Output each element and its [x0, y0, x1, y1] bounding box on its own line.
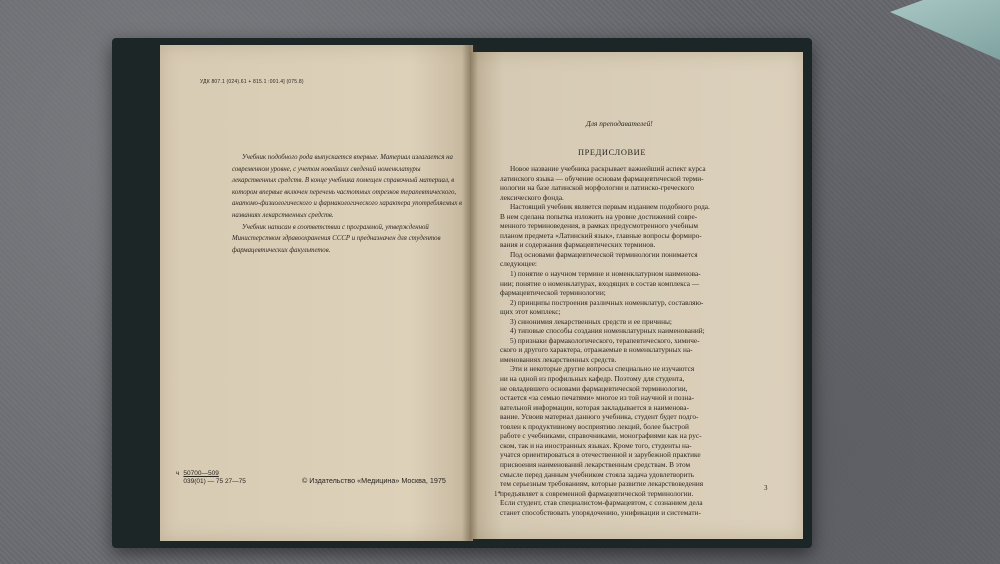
biblio-letter: ч: [176, 470, 180, 477]
preface-line: станет способствовать упорядочению, унификации и системати-: [500, 507, 701, 517]
preface-line: смысле перед данным учебником стояла задача удовлетворить: [500, 469, 694, 479]
page-heading: ПРЕДИСЛОВИЕ: [578, 148, 647, 157]
biblio-line-1: 50700—509: [183, 470, 219, 477]
bibliographic-code: [176, 470, 246, 486]
preface-line: менного терминоведения, в рамках предусмотренного учебным: [500, 221, 698, 231]
preface-line: лексического фонда.: [500, 192, 564, 202]
preface-line: 4) типовые способы создания номенклатурных наименований;: [510, 326, 705, 336]
preface-line: латинского языка — обучение основам фармацевтической терми-: [500, 173, 704, 183]
preface-line: планом предмета «Латинский язык», главные вопросы формиро-: [500, 230, 702, 240]
udk-code: УДК 807.1 (024).61 + 815.1 :001.4] (075.8): [200, 79, 304, 85]
preface-line: присвоения наименований лекарственным средствам. В этом: [500, 459, 691, 469]
annotation-paragraph-2: Учебник написан в соответствии с программой, утвержденной Министерством здравоохранения СССР и предназначен для студентов фармацевтических факультетов.: [232, 223, 441, 254]
preface-line: 5) признаки фармакологического, терапевтического, химиче-: [510, 335, 700, 345]
preface-line: остается «за семью печатями» многое из той научной и позна-: [500, 393, 695, 403]
annotation: [232, 152, 462, 256]
preface-line: нологии на базе латинской морфологии и латинско-греческого: [500, 183, 695, 193]
preface-line: В нем сделана попытка изложить на уровне достижений совре-: [500, 211, 698, 221]
preface-line: нии; понятие о номенклатурах, входящих в состав комплекса —: [500, 278, 700, 288]
preface-line: работе с учебниками, справочниками, монографиями как на рус-: [500, 431, 702, 441]
preface-line: Если студент, став специалистом-фармацевтом, с сознанием дела: [500, 498, 703, 508]
preface-line: ни на одной из профильных кафедр. Поэтому для студента,: [500, 374, 685, 384]
book-gutter: [462, 45, 478, 541]
preface-line: вательной информации, которая закладывается в наименова-: [500, 402, 689, 412]
preface-line: 1) понятие о научном термине и номенклатурном наименова-: [510, 269, 701, 279]
copyright-line: © Издательство «Медицина» Москва, 1975: [302, 476, 446, 485]
preface-line: фармацевтической терминологии;: [500, 288, 606, 298]
page-number: 3: [764, 484, 768, 492]
left-page: [160, 45, 473, 541]
biblio-line-2: 039(01) — 75 27—75: [183, 478, 246, 485]
preface-line: товлен к продуктивному восприятию лекций, более быстрой: [500, 421, 689, 431]
preface-line: вание. Усвоив материал данного учебника, студент будет подго-: [500, 412, 699, 422]
annotation-paragraph-1: Учебник подобного рода выпускается впервые. Материал излагается на современном уровне, с учетом новейших сведений номенклатуры лекарственных средств. В конце учебника помещен справочный материал, в котором впервые включен перечень частотных отрезков терапевтического, анатомо-физиологического и фармакологического характера употребляемых в названиях лекарственных средств.: [232, 154, 462, 219]
preface-line: 3) синонимия лекарственных средств и ее причины;: [510, 316, 672, 326]
preface-body: [500, 164, 776, 517]
preface-line: учатся ориентироваться в отечественной и зарубежной практике: [500, 450, 701, 460]
dedication: Для преподавателей!: [586, 119, 653, 128]
preface-line: Настоящий учебник является первым изданием подобного рода.: [510, 202, 710, 212]
preface-line: ского и другого характера, отражаемые в номенклатурных на-: [500, 345, 693, 355]
preface-line: 2) принципы построения различных номенклатур, составляю-: [510, 297, 704, 307]
preface-line: предъявляет к современной фармацевтической терминологии.: [500, 488, 694, 498]
preface-line: ском, так и на иностранных языках. Кроме того, студенты на-: [500, 440, 692, 450]
signature-mark: 1*: [494, 490, 501, 498]
preface-line: именованиях лекарственных средств.: [500, 354, 617, 364]
preface-line: Эти и некоторые другие вопросы специально не изучаются: [510, 364, 695, 374]
preface-line: вания и содержания фармацевтических терминов.: [500, 240, 656, 250]
preface-line: щих этот комплекс;: [500, 307, 561, 317]
preface-line: следующее:: [500, 259, 537, 269]
preface-line: не овладевшего основами фармацевтической терминологии,: [500, 383, 688, 393]
preface-line: Под основами фармацевтической терминологии понимается: [510, 249, 698, 259]
preface-line: Новое название учебника раскрывает важнейший аспект курса: [510, 164, 706, 173]
preface-line: тем серьезным требованиям, которые развитие лекарствоведения: [500, 479, 704, 489]
